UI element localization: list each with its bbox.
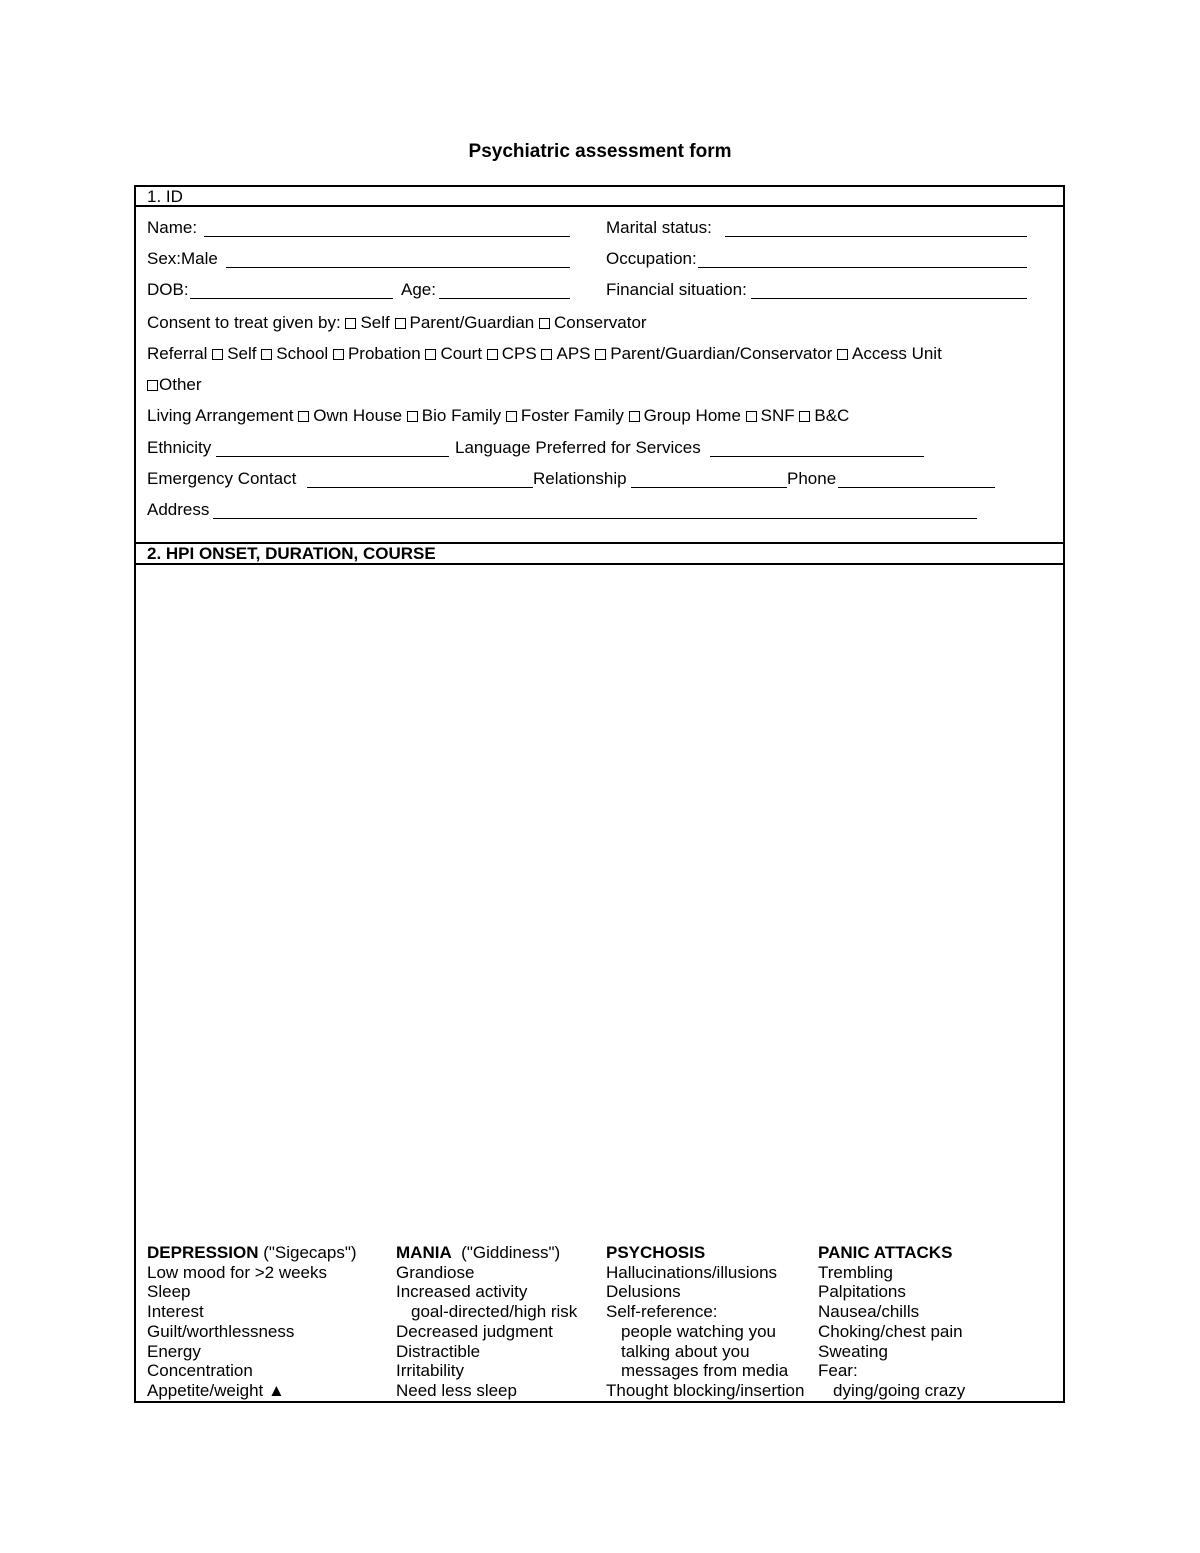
- symptom-item: Sleep: [147, 1282, 191, 1302]
- language-field[interactable]: [710, 456, 924, 457]
- referral-label: Referral: [147, 344, 208, 363]
- depression-subtitle: ("Sigecaps"): [258, 1243, 357, 1262]
- referral-option-access-unit: Access Unit: [852, 344, 942, 363]
- checkbox-living-bc[interactable]: [799, 411, 810, 422]
- referral-option-other: Other: [159, 375, 202, 394]
- symptom-item: Interest: [147, 1302, 204, 1322]
- checkbox-living-group-home[interactable]: [629, 411, 640, 422]
- consent-option-parent-guardian: Parent/Guardian: [409, 313, 535, 332]
- referral-option-cps: CPS: [501, 344, 537, 363]
- marital-status-label: Marital status:: [606, 218, 712, 237]
- financial-situation-label: Financial situation:: [606, 280, 747, 299]
- symptom-item: Hallucinations/illusions: [606, 1262, 778, 1282]
- symptom-item: Palpitations: [818, 1282, 906, 1302]
- symptom-item: Delusions: [606, 1282, 681, 1302]
- living-option-bio-family: Bio Family: [421, 406, 502, 425]
- emergency-contact-field[interactable]: [307, 487, 533, 488]
- living-option-snf: SNF: [760, 406, 795, 425]
- checkbox-referral-aps[interactable]: [541, 349, 552, 360]
- symptom-item: Decreased judgment: [396, 1321, 553, 1341]
- occupation-field[interactable]: [698, 267, 1027, 268]
- referral-row-2: [147, 375, 202, 395]
- occupation-label: Occupation:: [606, 249, 697, 268]
- symptom-item: Need less sleep: [396, 1380, 517, 1400]
- consent-row: [147, 313, 647, 333]
- living-arrangement-label: Living Arrangement: [147, 406, 294, 425]
- symptom-item: Low mood for >2 weeks: [147, 1262, 328, 1282]
- symptom-item: messages from media: [621, 1361, 789, 1381]
- symptom-item: people watching you: [621, 1321, 777, 1341]
- referral-option-school: School: [276, 344, 329, 363]
- marital-status-field[interactable]: [725, 236, 1027, 237]
- symptom-item: Trembling: [818, 1262, 893, 1282]
- mania-title: MANIA: [396, 1243, 452, 1262]
- checkbox-referral-other[interactable]: [147, 380, 158, 391]
- referral-option-parent-guardian-conservator: Parent/Guardian/Conservator: [610, 344, 833, 363]
- symptom-item: Nausea/chills: [818, 1302, 920, 1322]
- ethnicity-field[interactable]: [216, 456, 449, 457]
- checkbox-referral-access-unit[interactable]: [837, 349, 848, 360]
- referral-option-aps: APS: [556, 344, 591, 363]
- symptom-item: Thought blocking/insertion: [606, 1380, 805, 1400]
- checkbox-referral-court[interactable]: [425, 349, 436, 360]
- checkbox-consent-self[interactable]: [345, 318, 356, 329]
- checkbox-living-foster-family[interactable]: [506, 411, 517, 422]
- name-label: Name:: [147, 218, 198, 237]
- symptom-item: Choking/chest pain: [818, 1321, 963, 1341]
- address-label: Address: [147, 500, 210, 519]
- symptom-item: Sweating: [818, 1341, 888, 1361]
- symptom-item: goal-directed/high risk: [411, 1302, 578, 1322]
- living-arrangement-row: [147, 406, 849, 426]
- psychosis-column: [606, 1243, 804, 1401]
- hpi-notes-area[interactable]: [136, 567, 1063, 1237]
- assessment-form: [134, 185, 1065, 1403]
- checkbox-consent-parent-guardian[interactable]: [395, 318, 406, 329]
- symptom-item: Increased activity: [396, 1282, 528, 1302]
- symptom-item: Grandiose: [396, 1262, 475, 1282]
- consent-label: Consent to treat given by:: [147, 313, 341, 332]
- name-field[interactable]: [204, 236, 570, 237]
- page-title: Psychiatric assessment form: [468, 141, 732, 162]
- living-option-foster-family: Foster Family: [520, 406, 624, 425]
- symptom-item: talking about you: [621, 1341, 750, 1361]
- section-header-hpi: 2. HPI ONSET, DURATION, COURSE: [136, 542, 1063, 565]
- panic-attacks-title: PANIC ATTACKS: [818, 1243, 953, 1262]
- checkbox-living-snf[interactable]: [746, 411, 757, 422]
- checkbox-referral-self[interactable]: [212, 349, 223, 360]
- depression-title: DEPRESSION: [147, 1243, 259, 1262]
- dob-field[interactable]: [190, 298, 393, 299]
- age-field[interactable]: [439, 298, 570, 299]
- symptom-item: Distractible: [396, 1341, 481, 1361]
- emergency-contact-label: Emergency Contact: [147, 469, 297, 488]
- financial-situation-field[interactable]: [751, 298, 1027, 299]
- living-option-bc: B&C: [814, 406, 850, 425]
- age-label: Age:: [401, 280, 436, 299]
- mania-column: [396, 1243, 577, 1401]
- symptom-item: Irritability: [396, 1361, 465, 1381]
- referral-option-court: Court: [440, 344, 483, 363]
- sex-field[interactable]: [226, 267, 570, 268]
- checkbox-referral-probation[interactable]: [333, 349, 344, 360]
- symptom-item: Concentration: [147, 1361, 253, 1381]
- symptom-item: Energy: [147, 1341, 201, 1361]
- sex-label: Sex:Male: [147, 249, 218, 268]
- ethnicity-label: Ethnicity: [147, 438, 212, 457]
- symptom-item: Appetite/weight ▲: [147, 1380, 285, 1400]
- symptom-item: Fear:: [818, 1361, 858, 1381]
- phone-field[interactable]: [838, 487, 995, 488]
- referral-option-self: Self: [227, 344, 257, 363]
- language-label: Language Preferred for Services: [455, 438, 701, 457]
- address-field[interactable]: [213, 518, 977, 519]
- living-option-group-home: Group Home: [643, 406, 741, 425]
- consent-option-self: Self: [360, 313, 390, 332]
- referral-option-probation: Probation: [347, 344, 421, 363]
- psychosis-title: PSYCHOSIS: [606, 1243, 706, 1262]
- checkbox-living-bio-family[interactable]: [407, 411, 418, 422]
- dob-label: DOB:: [147, 280, 189, 299]
- depression-column: [147, 1243, 357, 1401]
- phone-label: Phone: [787, 469, 837, 488]
- checkbox-living-own-house[interactable]: [298, 411, 309, 422]
- consent-option-conservator: Conservator: [553, 313, 647, 332]
- relationship-label: Relationship: [533, 469, 627, 488]
- section-header-id: 1. ID: [136, 187, 1063, 207]
- living-option-own-house: Own House: [313, 406, 403, 425]
- checkbox-referral-cps[interactable]: [487, 349, 498, 360]
- symptom-item: Self-reference:: [606, 1302, 718, 1322]
- panic-attacks-column: [818, 1243, 965, 1401]
- mania-subtitle: ("Giddiness"): [451, 1243, 561, 1262]
- symptom-item: Guilt/worthlessness: [147, 1321, 295, 1341]
- relationship-field[interactable]: [631, 487, 787, 488]
- symptom-item: dying/going crazy: [833, 1380, 966, 1400]
- referral-row: [147, 344, 942, 364]
- checkbox-referral-school[interactable]: [261, 349, 272, 360]
- checkbox-consent-conservator[interactable]: [539, 318, 550, 329]
- checkbox-referral-parent-guardian-conservator[interactable]: [595, 349, 606, 360]
